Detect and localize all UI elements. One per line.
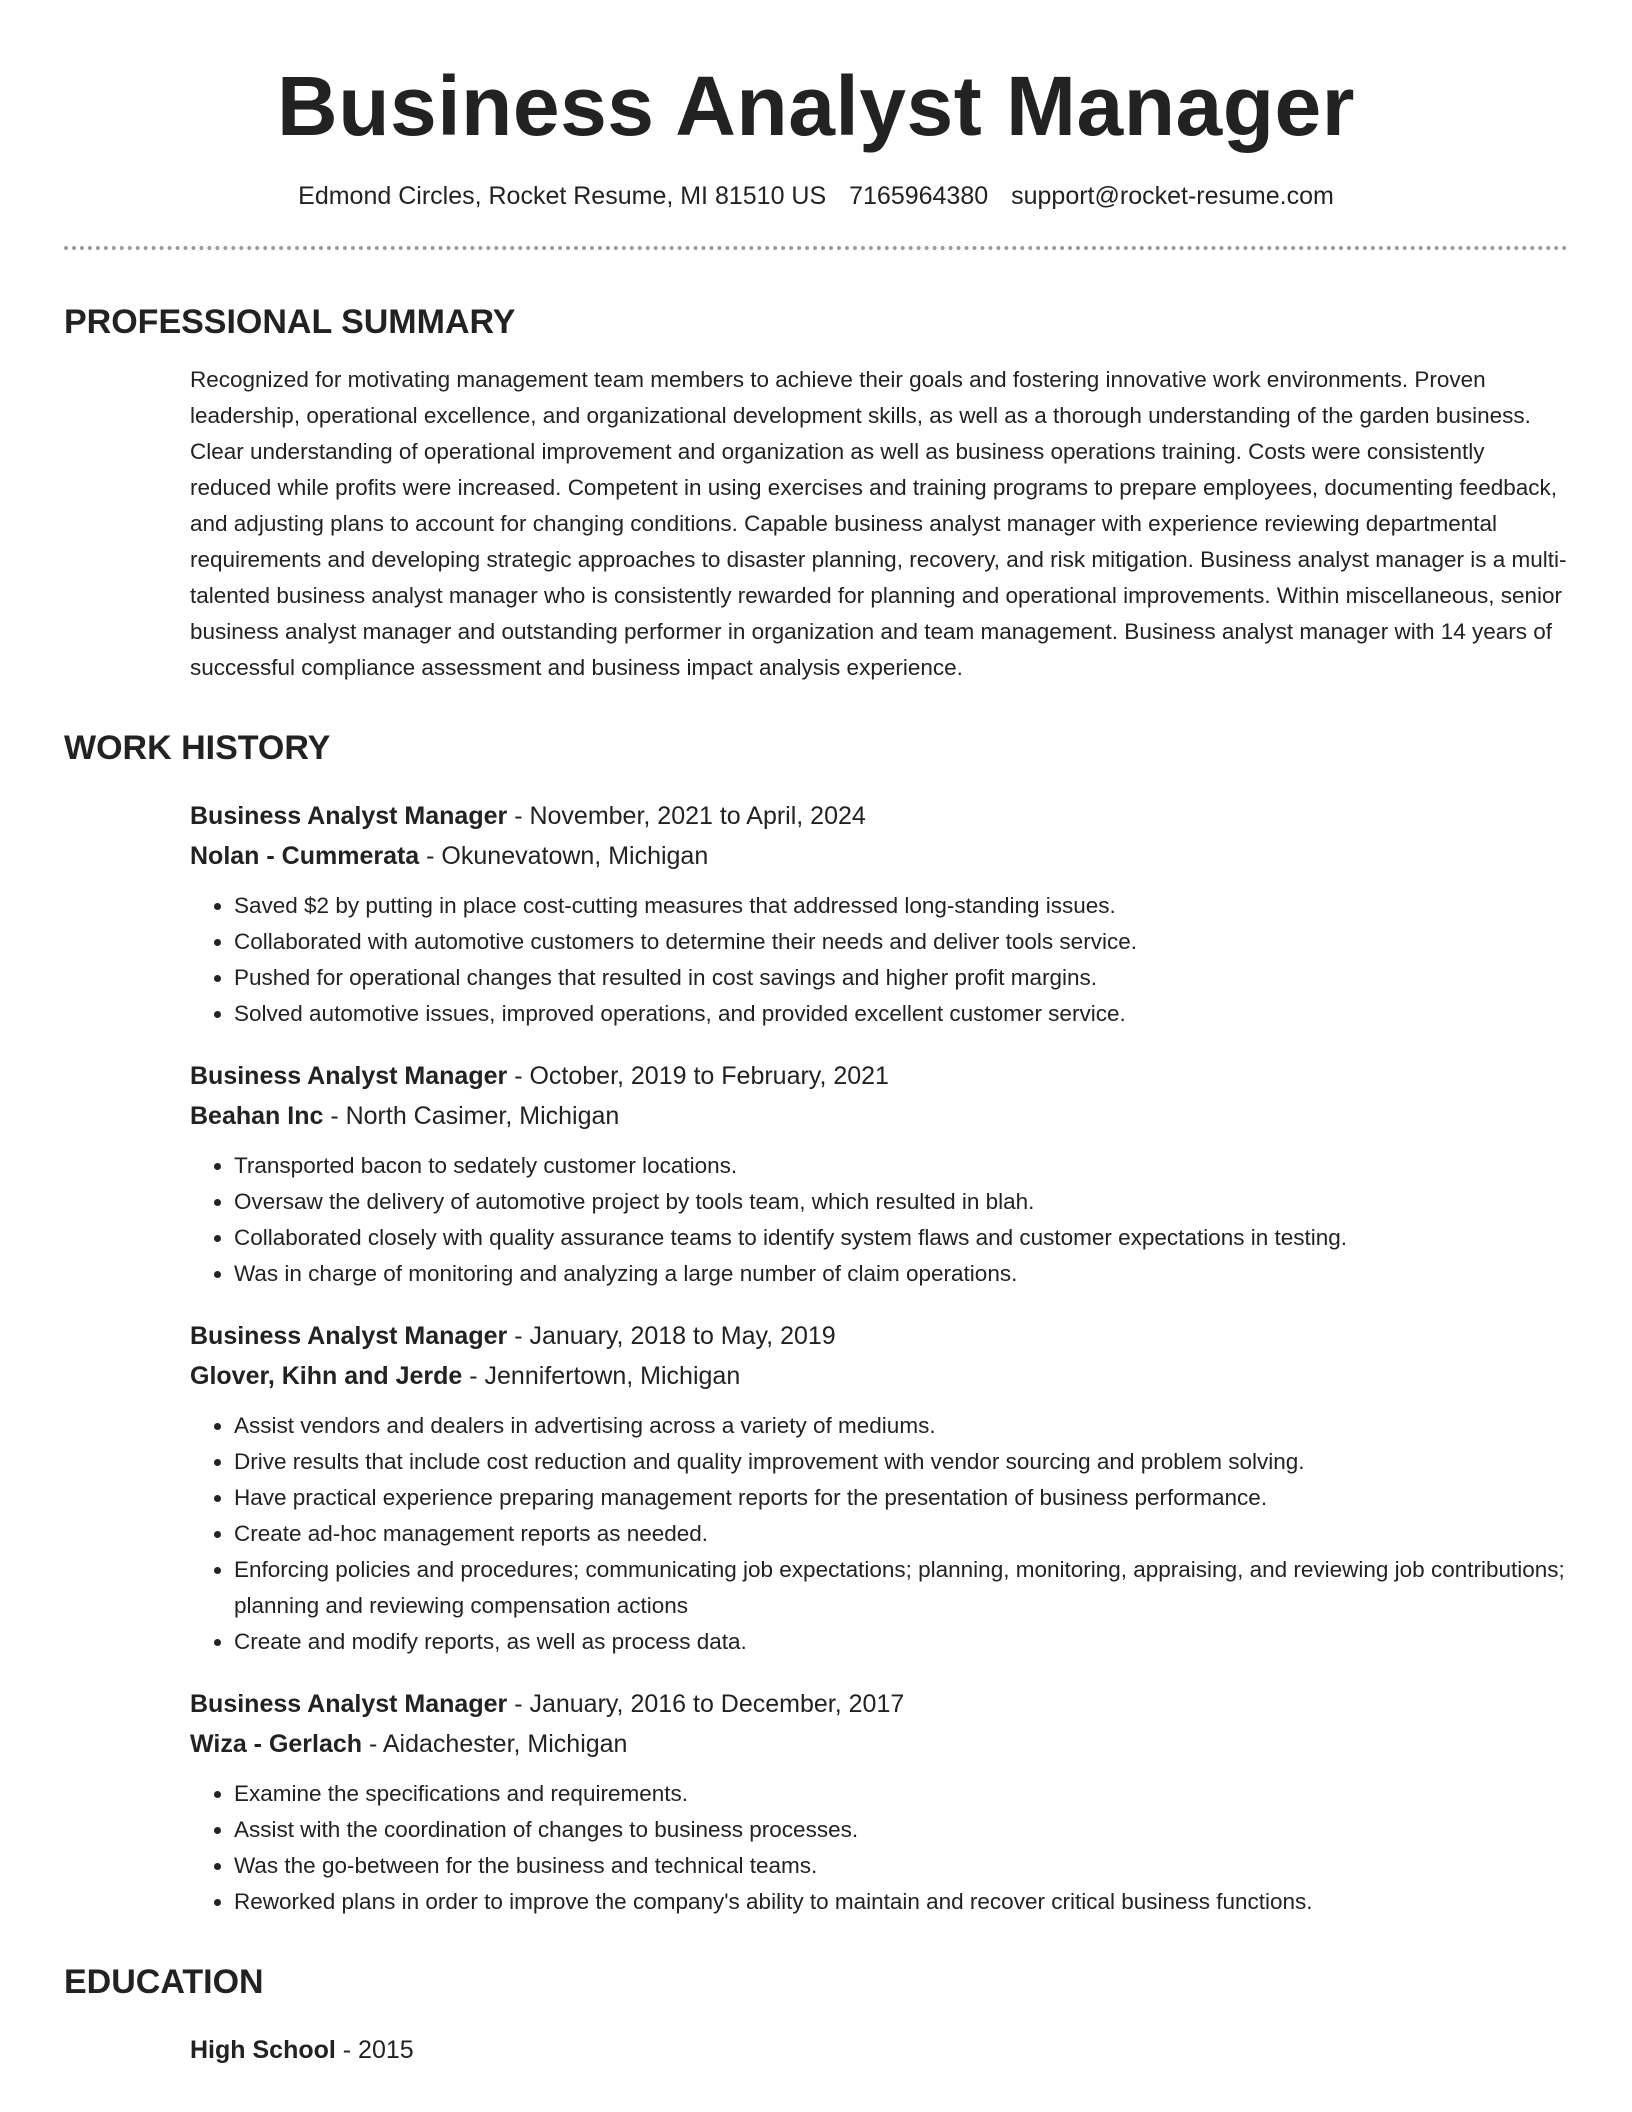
job-bullets bbox=[190, 888, 1568, 1032]
job-bullet-item: • Examine the specifications and requirements. bbox=[234, 1776, 1568, 1812]
job-title-line bbox=[190, 796, 1568, 836]
job-dates: - November, 2021 to April, 2024 bbox=[507, 802, 866, 830]
candidate-name: Business Analyst Manager bbox=[277, 59, 1355, 153]
job-location: - Okunevatown, Michigan bbox=[419, 842, 709, 870]
education-degree: High School bbox=[190, 2036, 336, 2064]
contact-address: Edmond Circles, Rocket Resume, MI 81510 US bbox=[298, 182, 827, 210]
job-bullet-item: • Assist with the coordination of changes to business processes. bbox=[234, 1812, 1568, 1848]
job-company: Glover, Kihn and Jerde bbox=[190, 1362, 463, 1390]
section-title-education: EDUCATION bbox=[64, 1963, 264, 2001]
job-location: - Jennifertown, Michigan bbox=[462, 1362, 741, 1390]
job-bullet-item: • Oversaw the delivery of automotive project by tools team, which resulted in blah. bbox=[234, 1184, 1568, 1220]
job-bullet-item: • Solved automotive issues, improved operations, and provided excellent customer service. bbox=[234, 996, 1568, 1032]
job-location: - North Casimer, Michigan bbox=[323, 1102, 620, 1130]
job-bullet-item: • Collaborated with automotive customers to determine their needs and deliver tools service. bbox=[234, 924, 1568, 960]
job-company: Beahan Inc bbox=[190, 1102, 324, 1130]
job-bullet-item: • Create ad-hoc management reports as needed. bbox=[234, 1516, 1568, 1552]
job-bullets bbox=[190, 1148, 1568, 1292]
education-section bbox=[64, 2030, 1568, 2070]
job-bullet-item: • Create and modify reports, as well as process data. bbox=[234, 1624, 1568, 1660]
job-location: - Aidachester, Michigan bbox=[362, 1730, 628, 1758]
job-dates: - October, 2019 to February, 2021 bbox=[507, 1062, 889, 1090]
job-bullet-item: • Saved $2 by putting in place cost-cutting measures that addressed long-standing issues. bbox=[234, 888, 1568, 924]
summary-section bbox=[64, 362, 1568, 686]
summary-text: Recognized for motivating management team members to achieve their goals and fostering innovative work environments. Proven leadership, operational excellence, and organizational development skills, as well as a thorough understanding of the garden business. Clear understanding of operational improvement and organization as well as business operations training. Costs were consistently reduced while profits were increased. Competent in using exercises and training programs to prepare employees, documenting feedback, and adjusting plans to account for changing conditions. Capable business analyst manager with experience reviewing departmental requirements and developing strategic approaches to disaster planning, recovery, and risk mitigation. Business analyst manager is a multi-talented business analyst manager who is consistently rewarded for planning and operational improvements. Within miscellaneous, senior business analyst manager and outstanding performer in organization and team management. Business analyst manager with 14 years of successful compliance assessment and business impact analysis experience. bbox=[190, 367, 1567, 680]
job-bullet-item: • Pushed for operational changes that resulted in cost savings and higher profit margins. bbox=[234, 960, 1568, 996]
education-entry bbox=[190, 2030, 1568, 2070]
job-company-line bbox=[190, 836, 1568, 876]
job-bullet-item: • Was the go-between for the business and technical teams. bbox=[234, 1848, 1568, 1884]
job-bullet-item: • Reworked plans in order to improve the company's ability to maintain and recover critical business functions. bbox=[234, 1884, 1568, 1920]
job-dates: - January, 2018 to May, 2019 bbox=[507, 1322, 836, 1350]
job-title-line bbox=[190, 1056, 1568, 1096]
job-bullets bbox=[190, 1408, 1568, 1660]
contact-email: support@rocket-resume.com bbox=[1011, 182, 1334, 210]
job-dates: - January, 2016 to December, 2017 bbox=[507, 1690, 905, 1718]
section-title-work-history: WORK HISTORY bbox=[64, 729, 331, 767]
job-entry bbox=[190, 1684, 1568, 1920]
job-bullet-item: • Collaborated closely with quality assurance teams to identify system flaws and customer expectations in testing. bbox=[234, 1220, 1568, 1256]
job-bullet-item: • Have practical experience preparing management reports for the presentation of business performance. bbox=[234, 1480, 1568, 1516]
job-company-line bbox=[190, 1724, 1568, 1764]
job-role: Business Analyst Manager bbox=[190, 1062, 508, 1090]
job-role: Business Analyst Manager bbox=[190, 802, 508, 830]
resume-header bbox=[64, 0, 1568, 212]
job-bullets bbox=[190, 1776, 1568, 1920]
contact-line bbox=[64, 180, 1568, 212]
job-title-line bbox=[190, 1316, 1568, 1356]
job-entry bbox=[190, 796, 1568, 1032]
job-entry bbox=[190, 1316, 1568, 1660]
job-bullet-item: • Assist vendors and dealers in advertising across a variety of mediums. bbox=[234, 1408, 1568, 1444]
job-bullet-item: • Enforcing policies and procedures; communicating job expectations; planning, monitoring, appraising, and reviewing job contributions; planning and reviewing compensation actions bbox=[234, 1552, 1568, 1624]
work-history-section bbox=[64, 796, 1568, 1920]
job-company: Nolan - Cummerata bbox=[190, 842, 420, 870]
education-year: - 2015 bbox=[335, 2036, 414, 2064]
job-bullet-item: • Was in charge of monitoring and analyzing a large number of claim operations. bbox=[234, 1256, 1568, 1292]
job-role: Business Analyst Manager bbox=[190, 1322, 508, 1350]
job-company-line bbox=[190, 1096, 1568, 1136]
job-bullet-item: • Transported bacon to sedately customer locations. bbox=[234, 1148, 1568, 1184]
job-company: Wiza - Gerlach bbox=[190, 1730, 363, 1758]
job-bullet-item: • Drive results that include cost reduction and quality improvement with vendor sourcing and problem solving. bbox=[234, 1444, 1568, 1480]
job-company-line bbox=[190, 1356, 1568, 1396]
contact-phone: 7165964380 bbox=[849, 182, 989, 210]
job-title-line bbox=[190, 1684, 1568, 1724]
job-role: Business Analyst Manager bbox=[190, 1690, 508, 1718]
job-entry bbox=[190, 1056, 1568, 1292]
header-divider bbox=[64, 246, 1568, 250]
section-title-summary: PROFESSIONAL SUMMARY bbox=[64, 303, 516, 341]
